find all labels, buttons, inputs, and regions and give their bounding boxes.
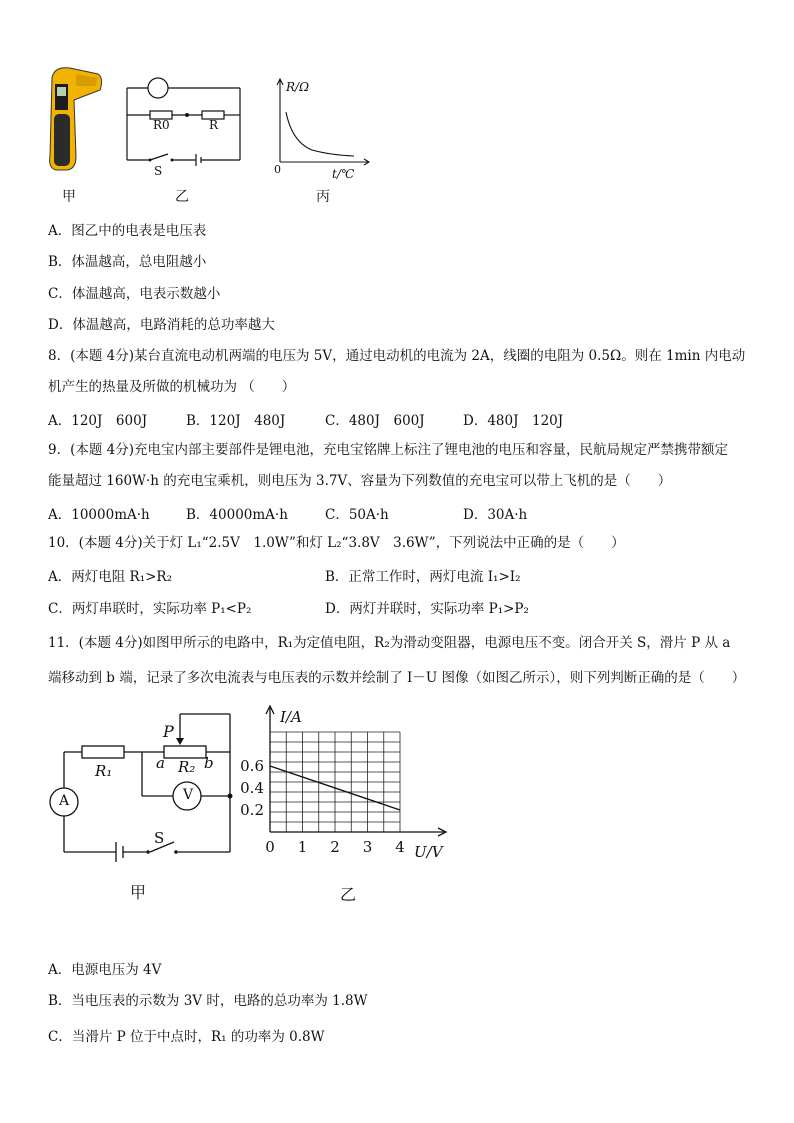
q11-option-c: C．当滑片 P 位于中点时，R₁ 的功率为 0.8W	[48, 1029, 325, 1045]
resistor-r0-label: R0	[153, 118, 170, 132]
q8-stem-line1: 8．(本题 4分)某台直流电动机两端的电压为 5V，通过电动机的电流为 2A，线圈的电阻为 0.5Ω。则在 1min 内电动	[48, 348, 746, 364]
circuit-diagram-yi	[120, 70, 250, 175]
resistor-r2-label: R₂	[178, 758, 196, 776]
voltmeter-label: V	[182, 787, 194, 803]
terminal-b-label: b	[204, 754, 214, 772]
q9-stem-line1: 9．(本题 4分)充电宝内部主要部件是锂电池，充电宝铭牌上标注了锂电池的电压和容量，民航局规定严禁携带额定	[48, 442, 729, 458]
q10-option-a: A．两灯电阻 R₁>R₂	[48, 569, 173, 585]
y-tick-label: 0.6	[240, 757, 264, 775]
circuit-diagram-q11	[40, 712, 240, 862]
q8-option-a: A．120J 600J	[48, 413, 148, 429]
figure-label-yi: 乙	[175, 189, 189, 205]
q10-option-b: B．正常工作时，两灯电流 I₁>I₂	[325, 569, 521, 585]
resistance-temperature-graph	[268, 74, 378, 174]
q9-option-d: D．30A·h	[463, 507, 528, 523]
figure-label-bing: 丙	[316, 189, 330, 205]
y-axis-label: I/A	[280, 708, 302, 726]
q10-option-d: D．两灯并联时，实际功率 P₁>P₂	[325, 601, 529, 617]
switch-s-label: S	[154, 164, 163, 178]
q11-stem-line2: 端移动到 b 端，记录了多次电流表与电压表的示数并绘制了 I－U 图像（如图乙所示），则下列判断正确的是（ ）	[48, 670, 746, 686]
q7-option-b: B．体温越高，总电阻越小	[48, 254, 207, 270]
slider-p-label: P	[163, 722, 174, 741]
ammeter-label: A	[58, 793, 70, 809]
y-tick-label: 0.4	[240, 779, 264, 797]
switch-s-label-q11: S	[154, 829, 165, 847]
graph-origin: 0	[274, 163, 281, 176]
q10-option-c: C．两灯串联时，实际功率 P₁<P₂	[48, 601, 252, 617]
q11-stem-line1: 11．(本题 4分)如图甲所示的电路中，R₁为定值电阻，R₂为滑动变阻器，电源电压不变。闭合开关 S，滑片 P 从 a	[48, 635, 731, 651]
q8-option-c: C．480J 600J	[325, 413, 425, 429]
graph-ylabel: R/Ω	[286, 80, 310, 94]
q9-stem-line2: 能量超过 160W·h 的充电宝乘机，则电压为 3.7V、容量为下列数值的充电宝可以带上飞机的是（ ）	[48, 473, 672, 489]
graph-xlabel: t/℃	[332, 167, 355, 181]
iu-chart	[230, 700, 460, 900]
q8-option-d: D．480J 120J	[463, 413, 564, 429]
q7-option-a: A．图乙中的电表是电压表	[48, 223, 207, 239]
q11-option-a: A．电源电压为 4V	[48, 962, 162, 978]
q9-option-b: B．40000mA·h	[186, 507, 288, 523]
y-tick-label: 0.2	[240, 801, 264, 819]
figure-label-jia-q11: 甲	[130, 883, 147, 902]
x-tick-label: 0	[265, 838, 275, 856]
x-tick-label: 2	[330, 838, 340, 856]
resistor-r-label: R	[209, 118, 219, 132]
figure-label-yi-q11: 乙	[340, 885, 357, 904]
x-axis-label: U/V	[414, 843, 443, 861]
resistor-r1-label: R₁	[95, 762, 113, 780]
q9-option-c: C．50A·h	[325, 507, 389, 523]
figure-label-jia: 甲	[62, 189, 76, 205]
q7-option-c: C．体温越高，电表示数越小	[48, 286, 221, 302]
q9-option-a: A．10000mA·h	[48, 507, 150, 523]
infrared-thermometer-image	[40, 60, 110, 175]
x-tick-label: 1	[297, 838, 308, 856]
q8-option-b: B．120J 480J	[186, 413, 286, 429]
x-tick-label: 4	[395, 838, 405, 856]
q11-option-b: B．当电压表的示数为 3V 时，电路的总功率为 1.8W	[48, 993, 368, 1009]
terminal-a-label: a	[156, 754, 165, 772]
q7-option-d: D．体温越高，电路消耗的总功率越大	[48, 317, 275, 333]
q10-stem: 10．(本题 4分)关于灯 L₁“2.5V 1.0W”和灯 L₂“3.8V 3.6W”，下列说法中正确的是（ ）	[48, 535, 625, 551]
q8-stem-line2: 机产生的热量及所做的机械功为 （ ）	[48, 379, 296, 395]
x-tick-label: 3	[362, 838, 373, 856]
